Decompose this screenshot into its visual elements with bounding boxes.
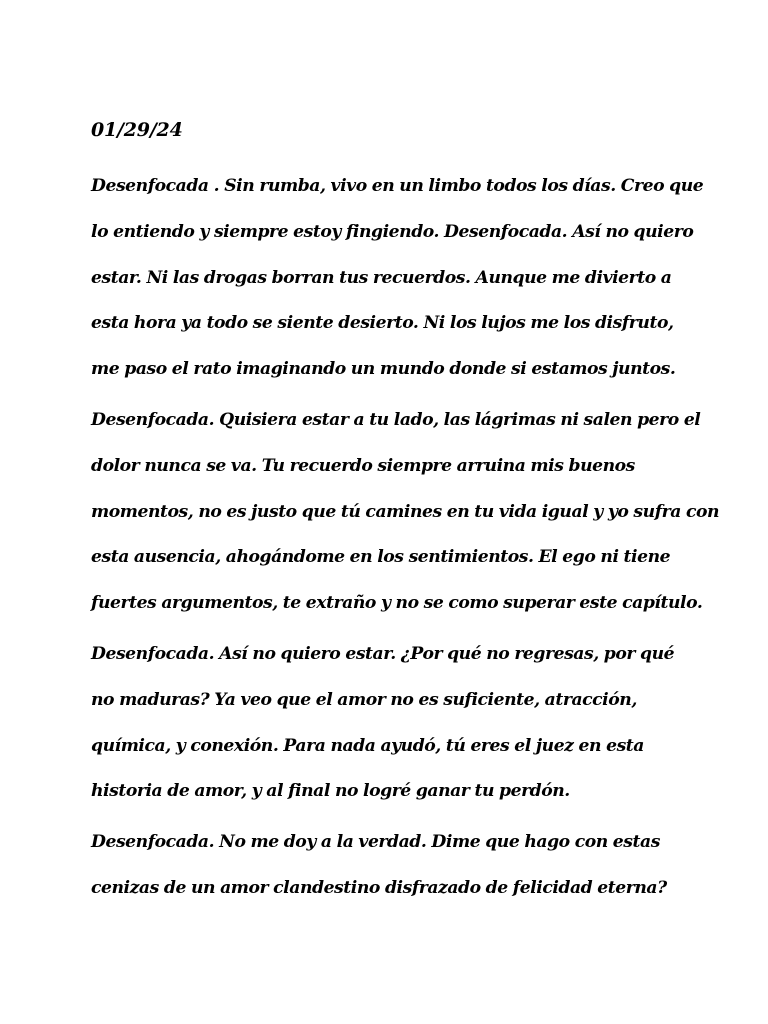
text-line: lo entiendo y siempre estoy fingiendo. Desenfocada. Así no quiero [91,221,694,242]
text-line: estar. Ni las drogas borran tus recuerdos. Aunque me divierto a [91,267,672,288]
paragraph-1 [91,164,704,393]
date-heading: 01/29/24 [91,119,183,141]
text-line: Desenfocada . Sin rumba, vivo en un limbo todos los días. Creo que [91,176,704,196]
text-line: esta hora ya todo se siente desierto. Ni los lujos me los disfruto, [91,313,674,334]
text-line: Desenfocada. Quisiera estar a tu lado, las lágrimas ni salen pero el [91,409,701,430]
paragraph-4 [91,820,691,912]
text-line: momentos, no es justo que tú camines en tu vida igual y yo sufra con [91,501,720,522]
text-line: historia de amor, y al final no logré ganar tu perdón. [91,781,570,802]
text-line: esta ausencia, ahogándome en los sentimientos. El ego ni tiene [91,547,671,568]
text-line: cenizas de un amor clandestino disfrazado de felicidad eterna? [91,877,667,898]
text-line: química, y conexión. Para nada ayudó, tú eres el juez en esta [91,735,644,756]
text-line: me paso el rato imaginando un mundo donde si estamos juntos. [91,359,676,380]
text-line: Desenfocada. No me doy a la verdad. Dime que hago con estas [91,832,660,853]
document-page [91,112,720,917]
text-line: dolor nunca se va. Tu recuerdo siempre arruina mis buenos [91,455,635,476]
paragraph-2 [91,398,720,627]
text-line: no maduras? Ya veo que el amor no es suficiente, atracción, [91,689,637,710]
paragraph-3 [91,632,691,815]
text-line: Desenfocada. Así no quiero estar. ¿Por qué no regresas, por qué [91,643,675,664]
text-line: fuertes argumentos, te extraño y no se como superar este capítulo. [91,593,703,614]
